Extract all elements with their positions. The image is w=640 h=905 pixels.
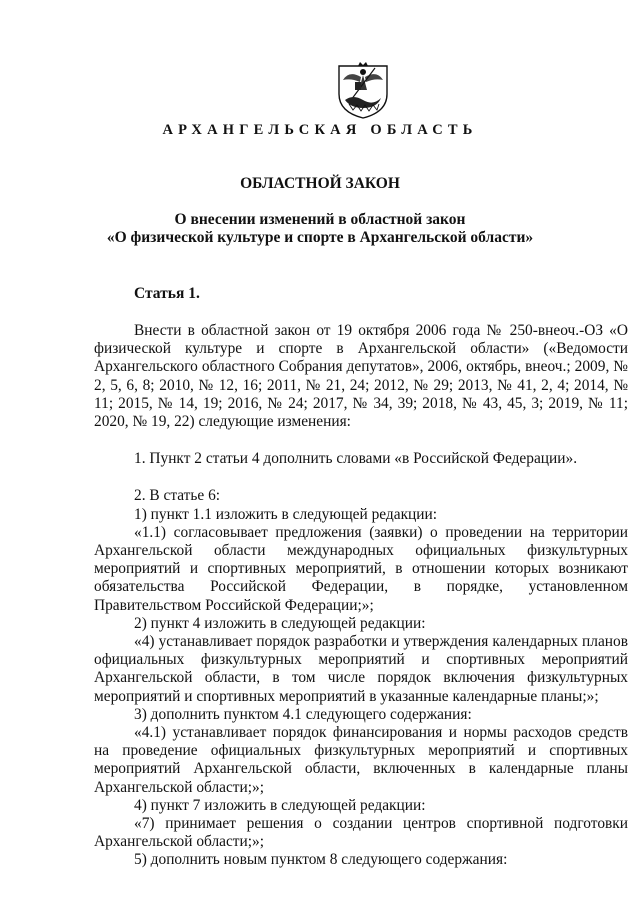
document-subtitle-line1: О внесении изменений в областной закон [174,211,466,228]
quote-3: «4.1) устанавливает порядок финансирования и нормы расходов средств на проведение официальных физкультурных мероприятий и спортивных мероприятий Архангельской области, включенных в календарные планы Архангельской области;»; [94,724,628,796]
subitem-4: 4) пункт 7 изложить в следующей редакции: [134,796,426,814]
subitem-2: 2) пункт 4 изложить в следующей редакции: [134,614,426,632]
quote-2: «4) устанавливает порядок разработки и утверждения календарных планов официальных физкультурных мероприятий и спортивных мероприятий Архангельской области, в том числе порядок включения физкультурных мероприятий и спортивных мероприятий в указанные календарные планы;»; [94,633,628,705]
article-heading: Статья 1. [134,285,200,302]
document-subtitle-line2: «О физической культуре и спорте в Архангельской области» [106,229,534,246]
region-name: АРХАНГЕЛЬСКАЯ ОБЛАСТЬ [162,122,478,138]
subitem-3: 3) дополнить пунктом 4.1 следующего содержания: [134,705,472,723]
subitem-5: 5) дополнить новым пунктом 8 следующего содержания: [134,851,508,869]
document-type: ОБЛАСТНОЙ ЗАКОН [240,175,400,192]
quote-1: «1.1) согласовывает предложения (заявки) о проведении на территории Архангельской области международных официальных физкультурных мероприятий и спортивных мероприятий, в отношении которых возникают обязательства Российской Федерации, в порядке, установленном Правительством Российской Федерации;»; [94,523,628,614]
item-2: 2. В статье 6: [134,487,221,505]
intro-paragraph: Внести в областной закон от 19 октября 2006 года № 250-внеоч.-ОЗ «О физической культуре и спорте в Архангельской области» («Ведомости Архангельского областного Собрания депутатов», 2006, октябрь, внеоч.; 2009, № 2, 5, 6, 8; 2010, № 12, 16; 2011, № 21, 24; 2012, № 29; 2013, № 41, 2, 4; 2014, № 11; 2015, № 14, 19; 2016, № 24; 2017, № 34, 39; 2018, № 43, 45, 3; 2019, № 11; 2020, № 19, 22) следующие изменения: [94,322,628,431]
quote-4: «7) принимает решения о создании центров спортивной подготовки Архангельской области;»; [94,815,628,851]
subitem-1: 1) пункт 1.1 изложить в следующей редакции: [134,505,438,523]
item-1: 1. Пункт 2 статьи 4 дополнить словами «в Российской Федерации». [134,450,578,468]
coat-of-arms-icon [331,60,395,120]
article-body [94,322,628,870]
